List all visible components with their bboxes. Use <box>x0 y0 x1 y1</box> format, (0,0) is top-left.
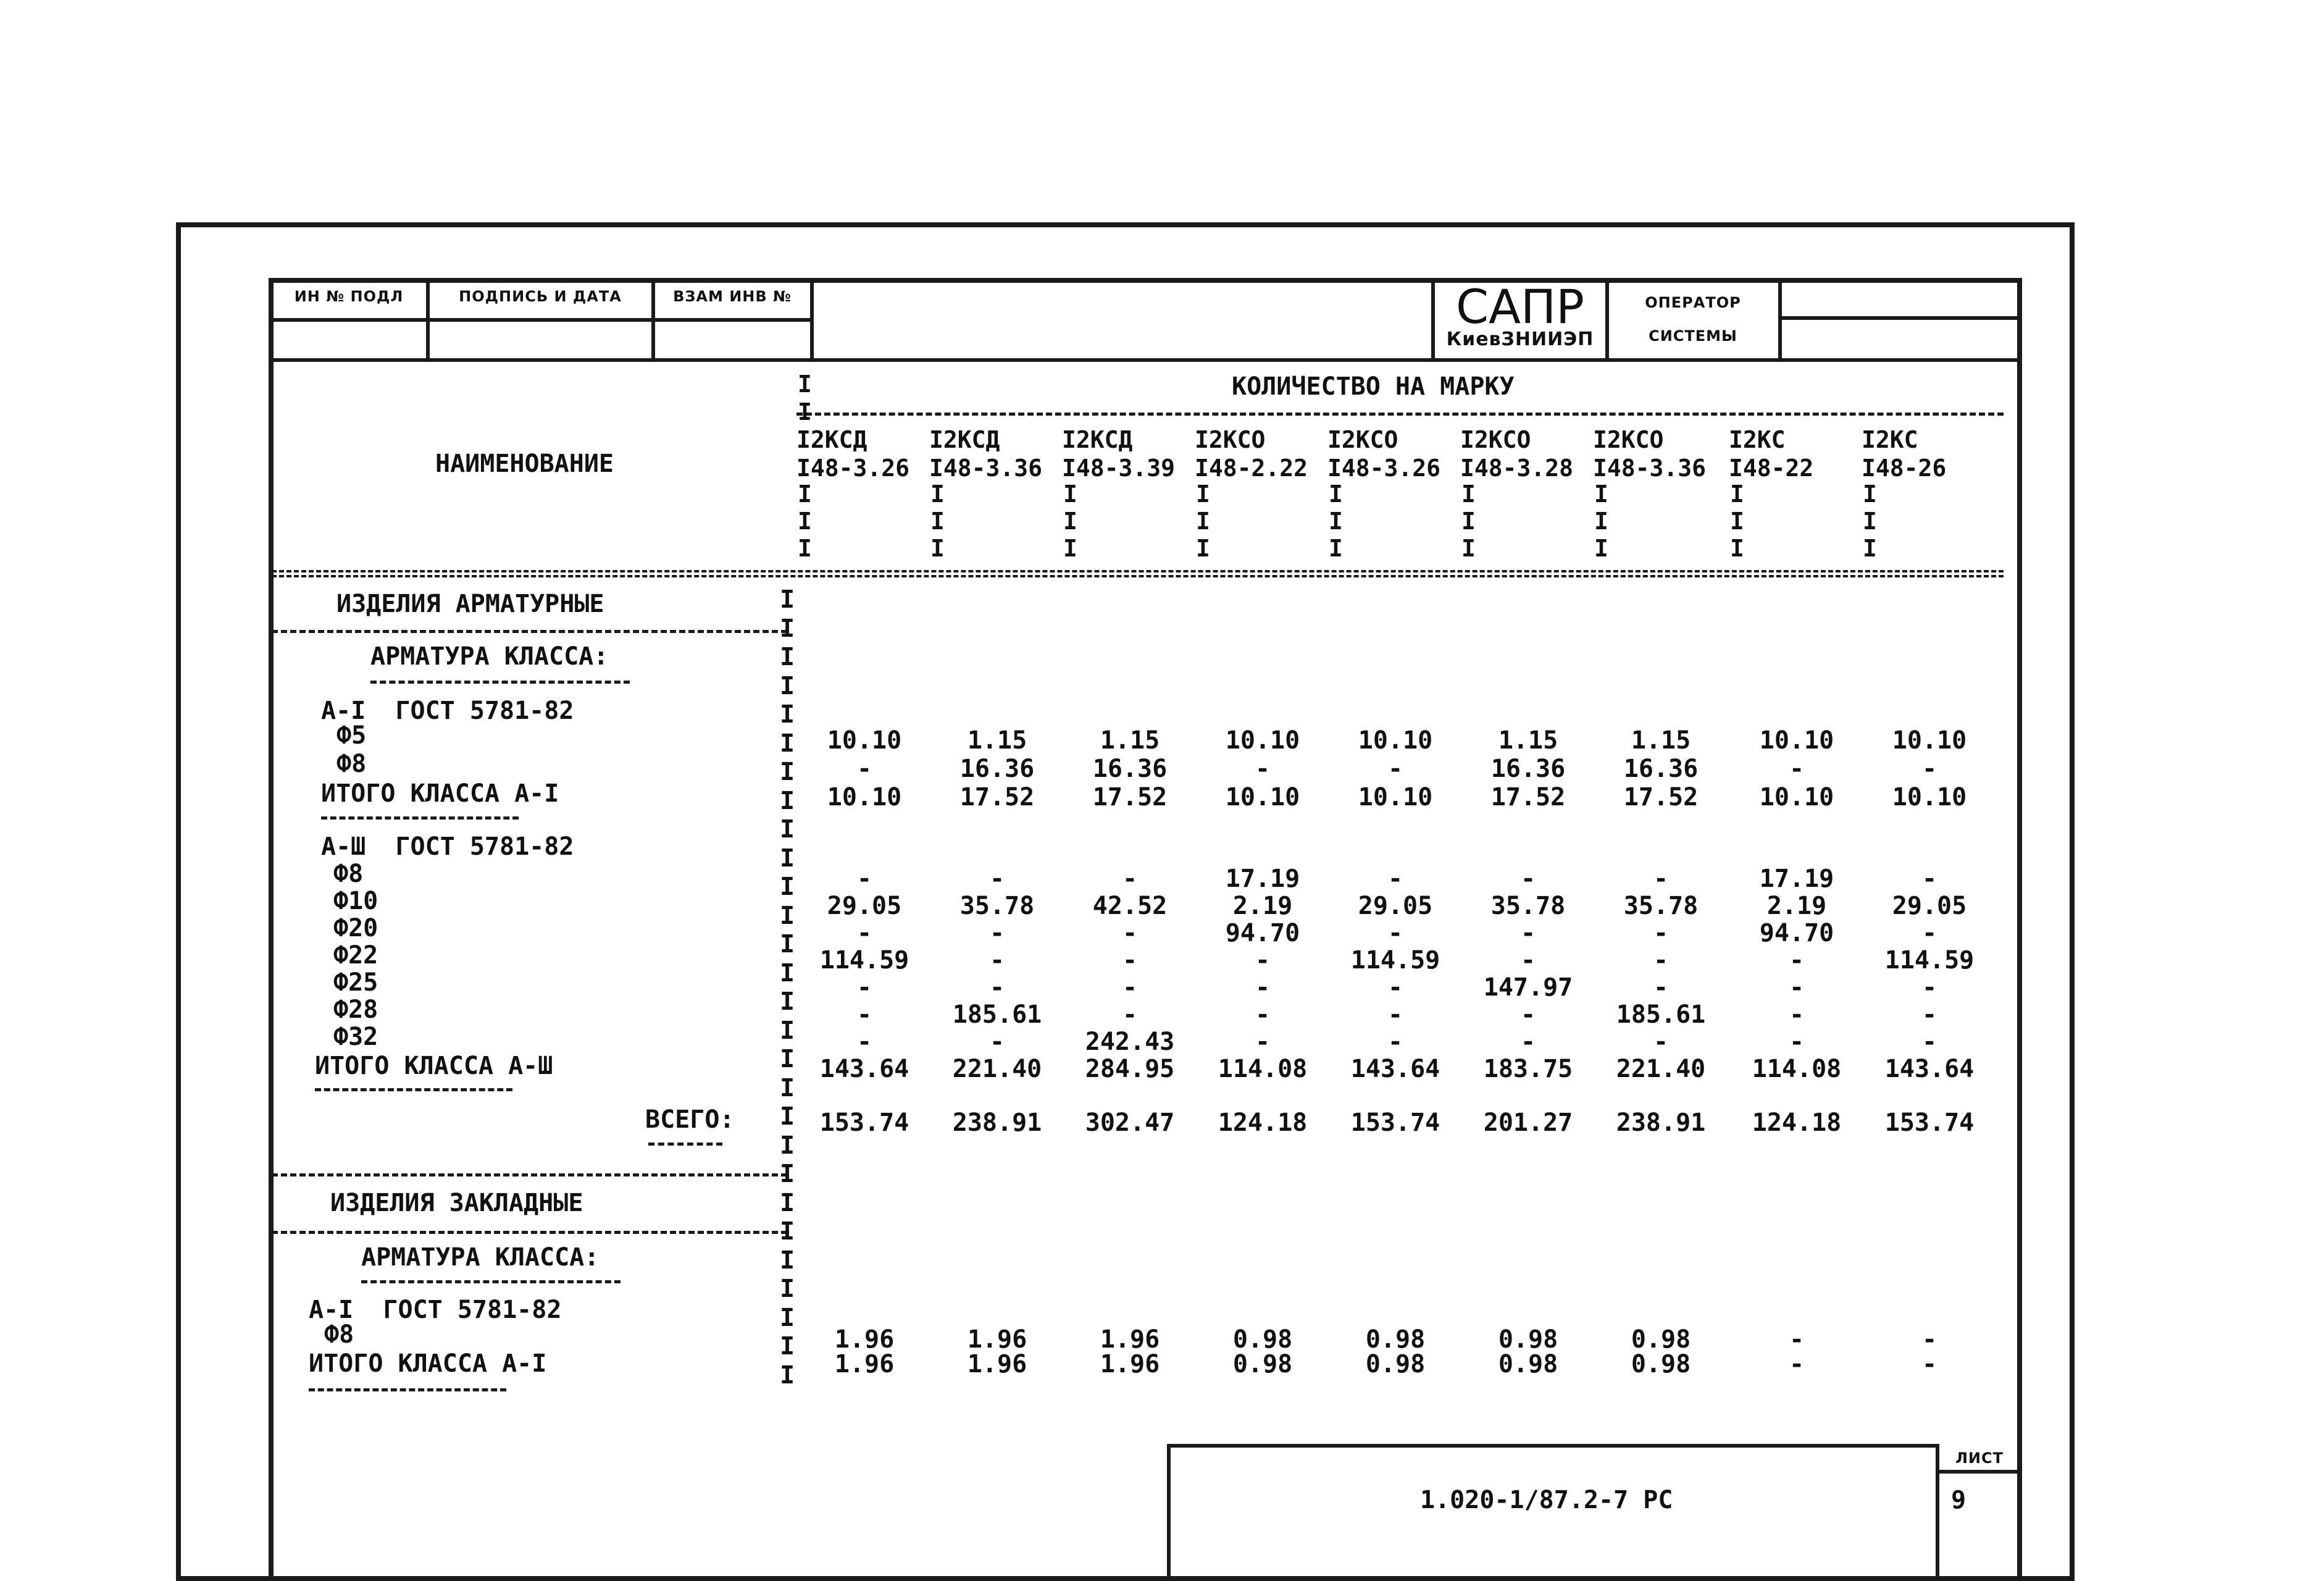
table-cell: - <box>1387 1028 1403 1056</box>
column-separator: I I I <box>1063 480 1077 562</box>
operator-label-2: СИСТЕМЫ <box>1649 327 1737 345</box>
table-cell: - <box>1921 973 1937 1002</box>
table-cell: 1.15 <box>967 726 1027 755</box>
table-cell: 1.96 <box>1100 1325 1160 1354</box>
table-cell: 284.95 <box>1085 1055 1175 1083</box>
row-label: Ф32 <box>333 1023 378 1051</box>
table-cell: 2.19 <box>1232 892 1293 920</box>
grand-total-label: ВСЕГО: <box>645 1105 735 1134</box>
column-sub: I48-3.36 <box>929 455 1043 482</box>
table-cell: 10.10 <box>1892 726 1967 755</box>
table-cell: 114.08 <box>1752 1055 1842 1083</box>
column-separator: I I I <box>1863 480 1877 562</box>
row-label: Ф10 <box>333 887 378 915</box>
column-sub: I48-26 <box>1862 455 1947 482</box>
name-column-header: НАИМЕНОВАНИЕ <box>435 450 614 478</box>
table-cell: 17.52 <box>1490 783 1566 811</box>
table-cell: 147.97 <box>1483 973 1573 1002</box>
column-mark: I2КС <box>1729 426 1786 453</box>
table-cell: - <box>856 755 872 783</box>
group-title-a1: А-I ГОСТ 5781-82 <box>321 697 574 725</box>
table-cell: - <box>1921 755 1937 783</box>
table-cell: 10.10 <box>1225 783 1300 811</box>
table-cell: 0.98 <box>1232 1350 1293 1378</box>
column-mark: I2КСО <box>1327 426 1398 453</box>
table-cell: 114.08 <box>1218 1055 1308 1083</box>
table-cell: - <box>856 1028 872 1056</box>
table-cell: 124.18 <box>1218 1109 1308 1137</box>
table-cell: 0.98 <box>1498 1350 1558 1378</box>
row-label: Ф25 <box>333 968 378 997</box>
column-sub: I48-3.26 <box>1327 455 1441 482</box>
table-cell: 185.61 <box>952 1000 1042 1029</box>
column-sub: I48-3.36 <box>1593 455 1707 482</box>
table-cell: 0.98 <box>1498 1325 1558 1354</box>
column-separator: I I I <box>1329 480 1343 562</box>
table-cell: 242.43 <box>1085 1028 1175 1056</box>
total-a3-underline <box>315 1088 512 1091</box>
class-header-2: АРМАТУРА КЛАССА: <box>361 1243 600 1272</box>
table-cell: 10.10 <box>1759 726 1834 755</box>
grand-total-underline <box>648 1143 722 1146</box>
row-label: Ф20 <box>333 914 378 942</box>
table-top-border <box>269 358 2022 362</box>
table-cell: 42.52 <box>1092 892 1168 920</box>
column-separator: I I I <box>1461 480 1476 562</box>
table-cell: - <box>1921 1325 1937 1354</box>
table-cell: 221.40 <box>1616 1055 1706 1083</box>
table-cell: 16.36 <box>959 755 1035 783</box>
column-mark: I2КС <box>1862 426 1918 453</box>
table-cell: - <box>989 919 1005 947</box>
table-cell: - <box>1789 1350 1805 1378</box>
table-cell: 16.36 <box>1092 755 1168 783</box>
table-cell: 17.52 <box>1623 783 1699 811</box>
header-divider <box>796 413 2004 416</box>
table-cell: - <box>1520 1028 1536 1056</box>
table-cell: 0.98 <box>1232 1325 1293 1354</box>
table-cell: 10.10 <box>1892 783 1967 811</box>
table-cell: 1.96 <box>1100 1350 1160 1378</box>
table-cell: - <box>1921 1350 1937 1378</box>
table-cell: - <box>1255 973 1271 1002</box>
row-label: Ф8 <box>336 750 367 778</box>
table-cell: - <box>1122 946 1138 975</box>
table-cell: 10.10 <box>827 726 902 755</box>
table-cell: - <box>1387 755 1403 783</box>
table-cell: 201.27 <box>1483 1109 1573 1137</box>
column-separator: I <box>798 371 812 398</box>
table-cell: 10.10 <box>1225 726 1300 755</box>
table-cell: 29.05 <box>1358 892 1433 920</box>
class-header-2-underline <box>361 1280 621 1283</box>
table-cell: 153.74 <box>819 1109 909 1137</box>
table-cell: - <box>1653 973 1669 1002</box>
table-cell: 1.15 <box>1100 726 1160 755</box>
table-cell: - <box>1387 919 1403 947</box>
column-separator: I I I <box>1196 480 1210 562</box>
table-cell: 10.10 <box>1358 726 1433 755</box>
table-cell: 17.19 <box>1759 865 1834 893</box>
sheet-label: ЛИСТ <box>1955 1449 2004 1467</box>
table-cell: 94.70 <box>1225 919 1300 947</box>
quantity-header: КОЛИЧЕСТВО НА МАРКУ <box>1232 372 1515 401</box>
table-cell: 1.96 <box>967 1350 1027 1378</box>
total-a1-2-underline <box>309 1388 506 1391</box>
table-cell: 0.98 <box>1631 1325 1691 1354</box>
class-header: АРМАТУРА КЛАССА: <box>370 642 609 671</box>
group-title-a1-2: А-I ГОСТ 5781-82 <box>309 1296 562 1324</box>
stamp-cell-inv-number: ИН № ПОДЛ <box>294 288 404 305</box>
table-cell: 183.75 <box>1483 1055 1573 1083</box>
table-cell: - <box>856 865 872 893</box>
table-cell: 17.19 <box>1225 865 1300 893</box>
total-a1-underline <box>321 816 519 820</box>
row-separator-column: I I I I I I I I I I I I I I I I I I I I I I I I I I I I <box>779 585 795 1390</box>
table-cell: - <box>1387 973 1403 1002</box>
column-sub: I48-3.28 <box>1460 455 1574 482</box>
table-cell: 1.15 <box>1498 726 1558 755</box>
column-mark: I2КСД <box>796 426 867 453</box>
column-mark: I2КСО <box>1593 426 1664 453</box>
total-a1-label: ИТОГО КЛАССА А-I <box>321 779 559 808</box>
table-cell: 10.10 <box>1759 783 1834 811</box>
section2-title-rule <box>272 1231 787 1234</box>
org-subtitle: КиевЗНИИЭП <box>1446 329 1594 350</box>
table-cell: 238.91 <box>1616 1109 1706 1137</box>
section-title-embedded: ИЗДЕЛИЯ ЗАКЛАДНЫЕ <box>330 1189 583 1217</box>
column-separator: I I I <box>1730 480 1744 562</box>
column-separator: I I I <box>930 480 945 562</box>
operator-label-1: ОПЕРАТОР <box>1645 294 1741 311</box>
table-cell: - <box>1789 1028 1805 1056</box>
table-cell: - <box>1122 919 1138 947</box>
table-cell: 114.59 <box>1884 946 1975 975</box>
table-cell: 2.19 <box>1766 892 1827 920</box>
section-title-reinforcement: ИЗДЕЛИЯ АРМАТУРНЫЕ <box>336 590 604 618</box>
table-cell: 10.10 <box>1358 783 1433 811</box>
table-cell: 185.61 <box>1616 1000 1706 1029</box>
table-cell: - <box>989 946 1005 975</box>
table-cell: - <box>1520 1000 1536 1029</box>
table-cell: 1.96 <box>967 1325 1027 1354</box>
table-cell: 16.36 <box>1490 755 1566 783</box>
table-cell: - <box>1255 1000 1271 1029</box>
row-label: Ф8 <box>324 1320 354 1349</box>
stamp-cell-signature-date: ПОДПИСЬ И ДАТА <box>459 288 622 305</box>
table-cell: - <box>1387 1000 1403 1029</box>
table-cell: - <box>1653 1028 1669 1056</box>
table-cell: 0.98 <box>1365 1325 1426 1354</box>
table-cell: - <box>856 973 872 1002</box>
table-cell: - <box>856 1000 872 1029</box>
table-cell: 29.05 <box>827 892 902 920</box>
row-label: Ф8 <box>333 860 364 888</box>
table-cell: 1.96 <box>834 1325 895 1354</box>
section1-title-rule <box>272 630 787 633</box>
table-cell: 17.52 <box>1092 783 1168 811</box>
table-cell: - <box>1653 865 1669 893</box>
table-cell: 221.40 <box>952 1055 1042 1083</box>
column-sub: I48-3.26 <box>796 455 910 482</box>
column-mark: I2КСД <box>1062 426 1133 453</box>
sheet-number: 9 <box>1951 1486 1967 1514</box>
table-cell: - <box>1921 1028 1937 1056</box>
section1-bottom-rule <box>272 1173 787 1176</box>
column-sub: I48-3.39 <box>1062 455 1176 482</box>
table-cell: - <box>1789 1325 1805 1354</box>
table-cell: 16.36 <box>1623 755 1699 783</box>
column-sub: I48-22 <box>1729 455 1814 482</box>
table-cell: - <box>1122 865 1138 893</box>
table-cell: 94.70 <box>1759 919 1834 947</box>
table-cell: - <box>1653 919 1669 947</box>
table-cell: - <box>1255 755 1271 783</box>
table-cell: - <box>1520 946 1536 975</box>
table-cell: - <box>989 1028 1005 1056</box>
table-cell: 0.98 <box>1365 1350 1426 1378</box>
table-cell: - <box>1255 946 1271 975</box>
table-cell: 143.64 <box>1884 1055 1975 1083</box>
table-cell: - <box>1520 865 1536 893</box>
table-cell: 143.64 <box>819 1055 909 1083</box>
table-cell: - <box>1921 1000 1937 1029</box>
table-cell: 302.47 <box>1085 1109 1175 1137</box>
column-mark: I2КСД <box>929 426 1000 453</box>
table-cell: - <box>1122 1000 1138 1029</box>
header-bottom-rule <box>272 570 2004 577</box>
table-cell: 10.10 <box>827 783 902 811</box>
table-cell: - <box>1789 973 1805 1002</box>
table-cell: 114.59 <box>819 946 909 975</box>
table-cell: 153.74 <box>1884 1109 1975 1137</box>
table-cell: - <box>1653 946 1669 975</box>
document-code: 1.020-1/87.2-7 РС <box>1420 1486 1673 1514</box>
table-cell: 35.78 <box>1623 892 1699 920</box>
table-cell: 1.96 <box>834 1350 895 1378</box>
table-cell: 1.15 <box>1631 726 1691 755</box>
column-mark: I2КСО <box>1460 426 1531 453</box>
row-label: Ф28 <box>333 996 378 1024</box>
column-separator: I I I <box>1594 480 1608 562</box>
group-title-a3: А-Ш ГОСТ 5781-82 <box>321 832 574 861</box>
stamp-cell-replace-inv: ВЗАМ ИНВ № <box>673 288 792 305</box>
table-cell: - <box>1520 919 1536 947</box>
table-cell: - <box>1921 919 1937 947</box>
table-cell: 124.18 <box>1752 1109 1842 1137</box>
table-cell: - <box>1387 865 1403 893</box>
row-label: Ф5 <box>336 721 367 750</box>
table-cell: - <box>1789 1000 1805 1029</box>
table-cell: 35.78 <box>1490 892 1566 920</box>
table-cell: 114.59 <box>1350 946 1440 975</box>
table-cell: - <box>1789 946 1805 975</box>
org-name: САПР <box>1455 279 1585 334</box>
column-separator: I <box>798 398 812 426</box>
table-cell: 153.74 <box>1350 1109 1440 1137</box>
table-cell: - <box>989 973 1005 1002</box>
table-cell: 143.64 <box>1350 1055 1440 1083</box>
table-cell: - <box>1255 1028 1271 1056</box>
table-cell: - <box>1921 865 1937 893</box>
table-cell: 0.98 <box>1631 1350 1691 1378</box>
column-separator: I I I <box>798 480 812 562</box>
column-sub: I48-2.22 <box>1195 455 1308 482</box>
class-header-underline <box>370 681 630 684</box>
table-cell: - <box>1122 973 1138 1002</box>
table-cell: - <box>989 865 1005 893</box>
table-cell: - <box>856 919 872 947</box>
table-cell: 17.52 <box>959 783 1035 811</box>
table-cell: 29.05 <box>1892 892 1967 920</box>
table-cell: 238.91 <box>952 1109 1042 1137</box>
row-label: Ф22 <box>333 941 378 970</box>
total-a3-label: ИТОГО КЛАССА А-Ш <box>315 1052 553 1080</box>
total-a1-2-label: ИТОГО КЛАССА А-I <box>309 1349 547 1378</box>
column-mark: I2КСО <box>1195 426 1266 453</box>
table-cell: - <box>1789 755 1805 783</box>
table-cell: 35.78 <box>959 892 1035 920</box>
